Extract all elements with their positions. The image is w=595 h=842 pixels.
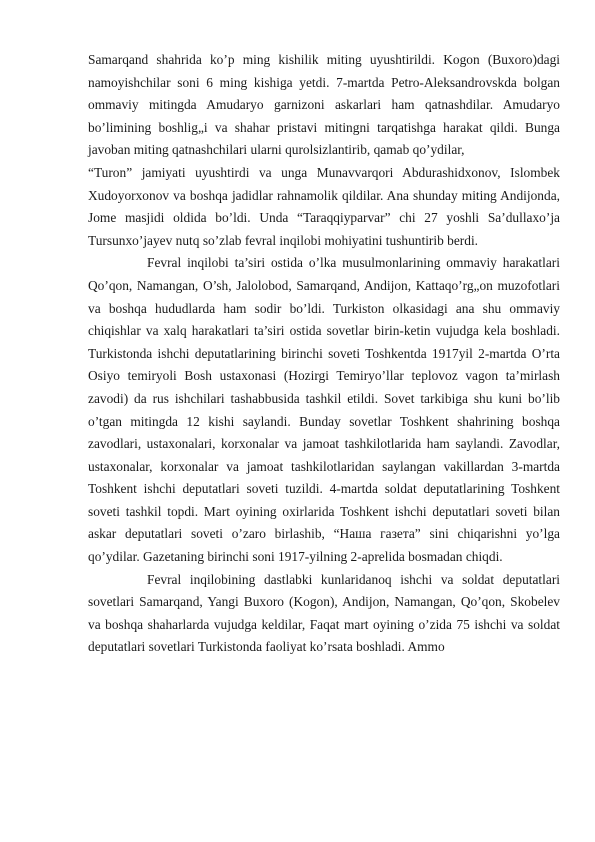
paragraph-1: Samarqand shahrida ko’p ming kishilik miting uyushtirildi. Kogon (Buxoro)dagi namoyishchilar soni 6 ming kishiga yetdi. 7-martda Petro-Aleksandrovskda bolgan ommaviy mitingda Amudaryo garnizoni askarlari ham qatnashdilar. Amudaryo bo’limining boshlig„i va shahar pristavi mitingni tarqatishga harakat qildi. Bunga javoban miting qatnashchilari ularni qurolsizlantirib, qamab qo’ydilar, [88,52,560,158]
document-body [88,49,560,659]
paragraph-3: Fevral inqilobi ta’siri ostida o’lka musulmonlarining ommaviy harakatlari Qo’qon, Namangan, O’sh, Jalolobod, Samarqand, Andijon, Kattaqo’rg„on muzofotlari va boshqa hududlarda ham sodir bo’ldi. Turkiston olkasidagi ana shu ommaviy chiqishlar va xalq harakatlari ta’siri ostida sovetlar birin-ketin vujudga kela boshladi. Turkistonda ishchi deputatlarining birinchi soveti Toshkentda 1917yil 2-martda O’rta Osiyo temiryoli Bosh ustaxonasi (Hozirgi Temiryo’llar teplovoz vagon ta’mirlash zavodi) da rus ishchilari tashabbusida tashkil etildi. Sovet tarkibiga shu kuni bo’lib o’tgan mitingda 12 kishi saylandi. Bunday sovetlar Toshkent shahrining boshqa zavodlari, ustaxonalari, korxonalar va jamoat tashkilotlarida ham saylandi. Zavodlar, ustaxonalar, korxonalar va jamoat tashkilotlaridan saylangan vakillardan 3-martda Toshkent ishchi deputatlari soveti tuzildi. 4-martda soldat deputatlarining Toshkent soveti tashkil topdi. Mart oyining oxirlarida Toshkent ishchi deputatlari soveti bilan askar deputatlari soveti o’zaro birlashib, “Наша газета” sini chiqarishni yo’lga qo’ydilar. Gazetaning birinchi soni 1917-yilning 2-aprelida bosmadan chiqdi. [88,255,560,565]
paragraph-2: “Turon” jamiyati uyushtirdi va unga Munavvarqori Abdurashidxonov, Islombek Xudoyorxonov va boshqa jadidlar rahnamolik qildilar. Ana shunday miting Andijonda, Jome masjidi oldida bo’ldi. Unda “Taraqqiyparvar” chi 27 yoshli Sa’dullaxo’ja Tursunxo’jayev nutq so’zlab fevral inqilobi mohiyatini tushuntirib berdi. [88,164,560,248]
paragraph-4: Fevral inqilobining dastlabki kunlaridanoq ishchi va soldat deputatlari sovetlari Samarqand, Yangi Buxoro (Kogon), Andijon, Namangan, Qo’qon, Skobelev va boshqa shaharlarda vujudga keldilar, Faqat mart oyining o’zida 75 ishchi va soldat deputatlari sovetlari Turkistonda faoliyat ko’rsata boshladi. Ammo [88,571,560,655]
